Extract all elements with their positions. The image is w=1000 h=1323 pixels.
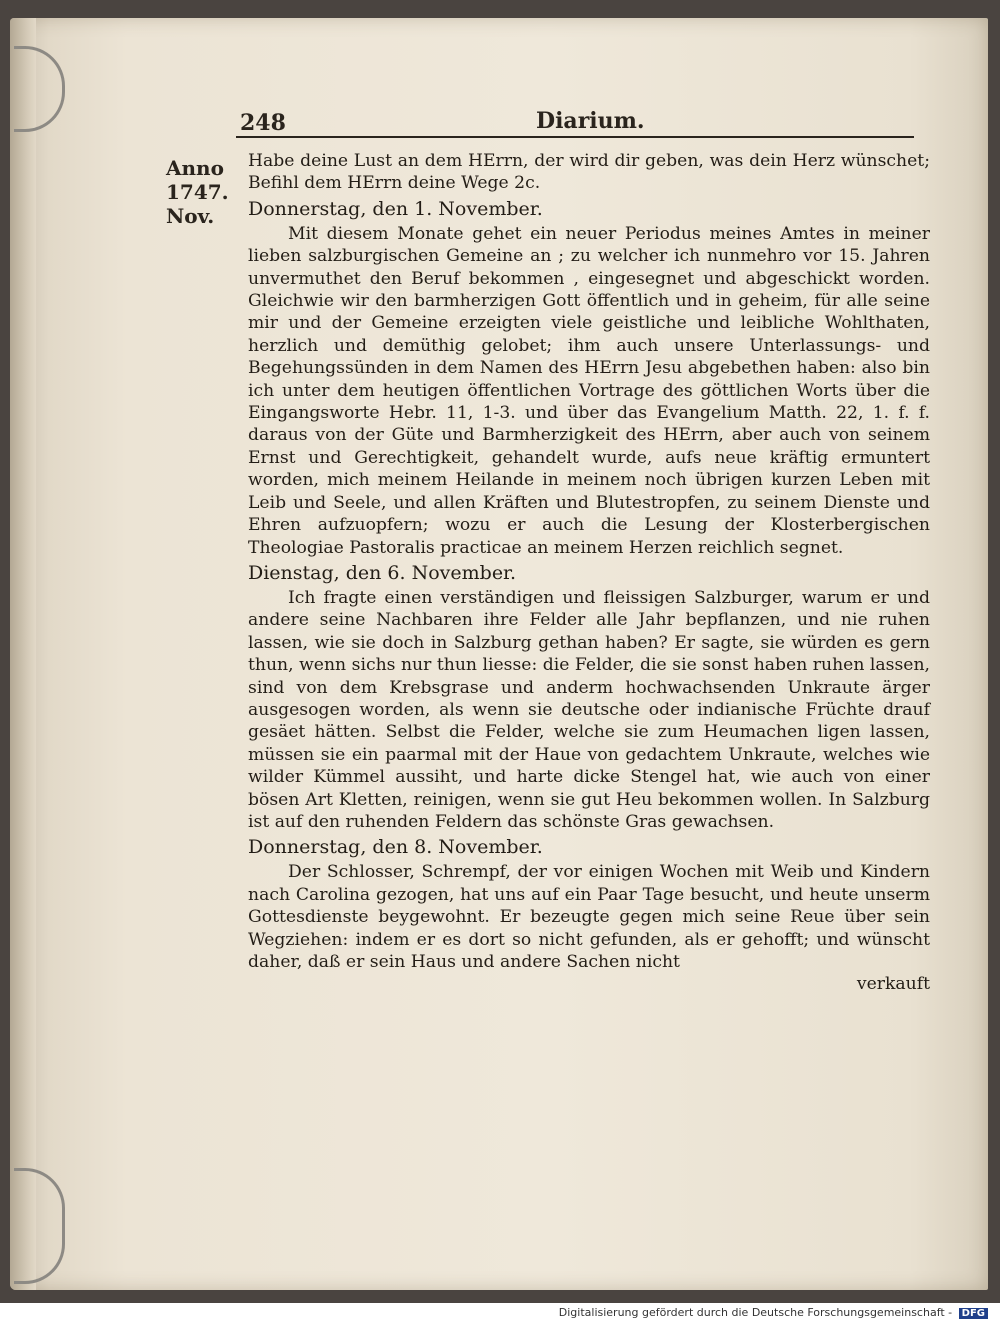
margin-note: [166, 156, 236, 228]
catchword: verkauft: [856, 974, 930, 995]
margin-note-line: Anno: [166, 156, 224, 180]
entry-date: Donnerstag, den 8. November.: [248, 836, 543, 859]
entry-paragraph: Der Schlosser, Schrempf, der vor einigen Wochen mit Weib und Kindern nach Carolina gezogen, hat uns auf ein Paar Tage besucht, und heute unserm Gottesdienste beygewohnt. Er bezeugte gegen mich seine Reue über sein Wegziehen: indem er es dort so nicht gefunden, als er gehofft; und wünscht daher, daß er sein Haus und andere Sachen nicht: [248, 862, 930, 972]
clip-icon: [14, 46, 65, 132]
intro-paragraph: Habe deine Lust an dem HErrn, der wird dir geben, was dein Herz wünschet; Befihl dem HErrn deine Wege 2c.: [248, 151, 930, 194]
body-text: [248, 150, 930, 996]
page-number: 248: [240, 110, 286, 136]
footer: [559, 1306, 988, 1319]
entry-date: Donnerstag, den 1. November.: [248, 197, 543, 220]
margin-note-line: 1747.: [166, 180, 229, 204]
clip-icon: [14, 1168, 65, 1284]
entry-date: Dienstag, den 6. November.: [248, 561, 517, 584]
dfg-logo: DFG: [959, 1308, 988, 1319]
margin-note-line: Nov.: [166, 204, 215, 228]
entry-paragraph: Mit diesem Monate gehet ein neuer Periodus meines Amtes in meiner lieben salzburgischen Gemeine an ; zu welcher ich nunmehro vor 15. Jahren unvermuthet den Beruf bekommen , eingesegnet und abgeschickt worden. Gleichwie wir den barmherzigen Gott öffentlich und in geheim, für alle seine mir und der Gemeine erzeigten viele geistliche und leibliche Wohlthaten, herzlich und demüthig gelobet; ihm auch unsere Unterlassungs- und Begehungssünden in dem Namen des HErrn Jesu abgebethen haben: also bin ich unter dem heutigen öffentlichen Vortrage des göttlichen Worts über die Eingangsworte Hebr. 11, 1-3. und über das Evangelium Matth. 22, 1. f. f. daraus von der Güte und Barmherzigkeit des HErrn, aber auch von seinem Ernst und Gerechtigkeit, gehandelt wurde, aufs neue kräftig ermuntert worden, mich meinem Heilande in meinem noch übrigen kurzen Leben mit Leib und Seele, und allen Kräften und Blutestropfen, zu seinem Dienste und Ehren aufzuopfern; wozu er auch die Lesung der Klosterbergischen Theologiae Pastoralis practicae an meinem Herzen reichlich segnet.: [248, 223, 930, 558]
running-title: Diarium.: [536, 108, 645, 134]
page-edge: [10, 18, 36, 1290]
footer-text: Digitalisierung gefördert durch die Deutsche Forschungsgemeinschaft -: [558, 1306, 953, 1319]
entry-paragraph: Ich fragte einen verständigen und fleissigen Salzburger, warum er und andere seine Nachbaren ihre Felder alle Jahr bepflanzen, und nie ruhen lassen, wie sie doch in Salzburg gethan haben? Er sagte, sie würden es gern thun, wenn sichs nur thun liesse: die Felder, die sie sonst haben ruhen lassen, sind von dem Krebsgrase und anderm hochwachsenden Unkraute ärger ausgesogen worden, als wenn sie deutsche oder indianische Früchte drauf gesäet hätten. Selbst die Felder, welche sie zum Heumachen ligen lassen, müssen sie ein paarmal mit der Haue von gedachtem Unkraute, welches wie wilder Kümmel aussiht, und harte dicke Stengel hat, wie auch von einer bösen Art Kletten, reinigen, wenn sie gut Heu bekommen wollen. In Salzburg ist auf den ruhenden Feldern das schönste Gras gewachsen.: [248, 587, 930, 832]
running-head: [236, 106, 914, 138]
